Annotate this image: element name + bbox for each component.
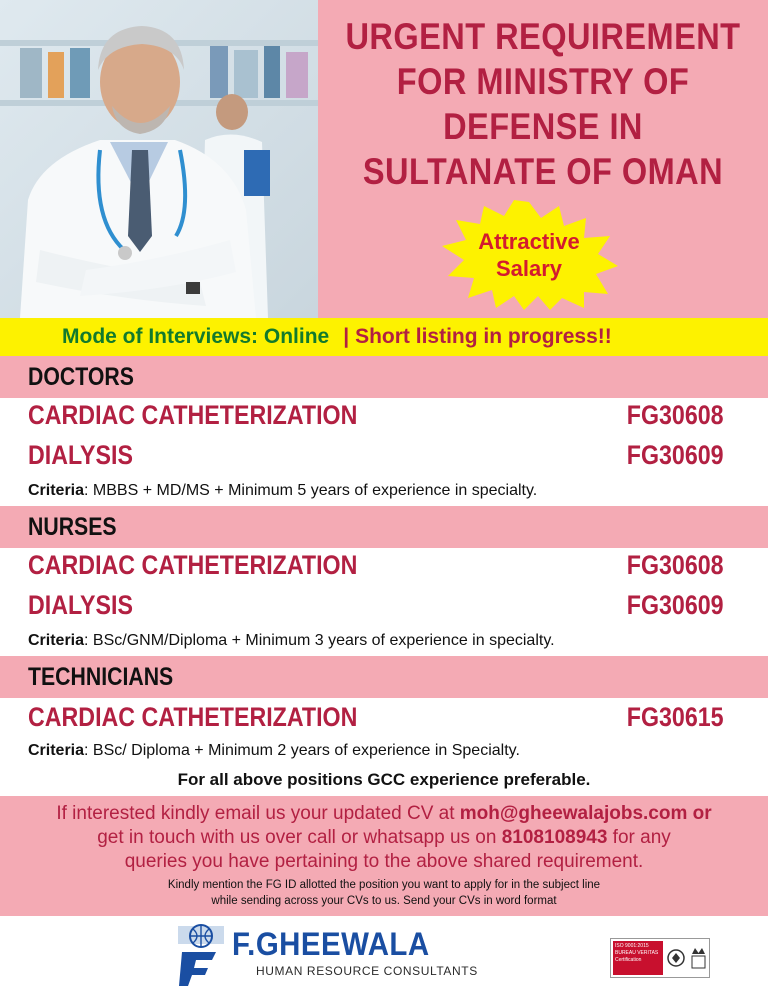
contact-line1-prefix: If interested kindly email us your updated CV at	[56, 803, 460, 824]
section-header-nurses	[0, 506, 768, 548]
criteria-text	[28, 742, 520, 760]
section-body-nurses	[0, 548, 768, 656]
criteria-label: Criteria	[28, 482, 85, 499]
headline-panel	[318, 0, 768, 318]
section-header-technicians	[0, 656, 768, 698]
headline-line: DEFENSE IN	[443, 106, 643, 147]
header-area	[0, 0, 768, 318]
criteria-detail: : MBBS + MD/MS + Minimum 5 years of experience in specialty.	[84, 482, 538, 499]
criteria-detail: : BSc/ Diploma + Minimum 2 years of experience in Specialty.	[84, 742, 520, 759]
criteria-detail: : BSc/GNM/Diploma + Minimum 3 years of experience in specialty.	[84, 632, 555, 649]
badge-line: Attractive	[478, 229, 580, 254]
criteria-label: Criteria	[28, 742, 85, 759]
headline-line: URGENT REQUIREMENT	[345, 16, 741, 57]
phone-number[interactable]: 8108108943	[501, 827, 608, 848]
doctor-illustration	[0, 0, 318, 318]
brand-name: F.GHEEWALA	[232, 926, 430, 962]
page-title	[345, 14, 741, 194]
position-name: DIALYSIS	[28, 590, 133, 620]
footer	[0, 916, 768, 996]
certification-badge	[610, 938, 710, 978]
salary-badge-text	[438, 228, 620, 282]
contact-line2-prefix: get in touch with us over call or whatsapp us on	[97, 827, 502, 848]
section-body-doctors	[0, 398, 768, 506]
interview-mode: Mode of Interviews: Online	[62, 325, 330, 348]
contact-line: queries you have pertaining to the above shared requirement.	[124, 851, 644, 872]
position-name: CARDIAC CATHETERIZATION	[28, 550, 358, 580]
position-name: CARDIAC CATHETERIZATION	[28, 702, 358, 732]
position-code: FG30608	[627, 550, 724, 580]
headline-line: FOR MINISTRY OF	[396, 61, 690, 102]
position-code: FG30609	[627, 590, 724, 620]
contact-instructions	[0, 877, 768, 909]
section-header-doctors	[0, 356, 768, 398]
badge-line: Salary	[495, 256, 563, 281]
criteria-label: Criteria	[28, 632, 85, 649]
criteria-text	[28, 632, 555, 650]
section-title: NURSES	[28, 513, 117, 541]
position-name: CARDIAC CATHETERIZATION	[28, 400, 358, 430]
contact-line	[0, 826, 768, 850]
gcc-note: For all above positions GCC experience preferable.	[177, 770, 591, 789]
cert-label: ISO 9001:2015 BUREAU VERITAS Certification	[613, 941, 663, 975]
instruction-line: Kindly mention the FG ID allotted the position you want to apply for in the subject line	[167, 879, 601, 891]
bar-separator: |	[343, 325, 350, 348]
interview-mode-bar	[0, 318, 768, 356]
criteria-text	[28, 482, 537, 500]
section-title: DOCTORS	[28, 363, 134, 391]
contact-line2-suffix: for any	[607, 827, 671, 848]
shortlisting-status: Short listing in progress!!	[355, 325, 612, 348]
section-title: TECHNICIANS	[28, 663, 174, 691]
doctor-photo	[0, 0, 318, 318]
company-logo-icon	[176, 922, 226, 988]
email-link[interactable]: moh@gheewalajobs.com or	[459, 803, 712, 824]
position-code: FG30615	[627, 702, 724, 732]
position-code: FG30608	[627, 400, 724, 430]
bureau-veritas-seal-icon	[666, 942, 686, 974]
headline-line: SULTANATE OF OMAN	[362, 151, 724, 192]
brand-subtitle: HUMAN RESOURCE CONSULTANTS	[256, 964, 478, 978]
contact-panel	[0, 796, 768, 916]
section-body-technicians	[0, 698, 768, 796]
contact-line	[0, 802, 768, 826]
position-code: FG30609	[627, 440, 724, 470]
position-name: DIALYSIS	[28, 440, 133, 470]
instruction-line: while sending across your CVs to us. Send your CVs in word format	[211, 895, 557, 907]
ukas-crown-icon	[689, 942, 708, 974]
contact-text	[0, 802, 768, 874]
